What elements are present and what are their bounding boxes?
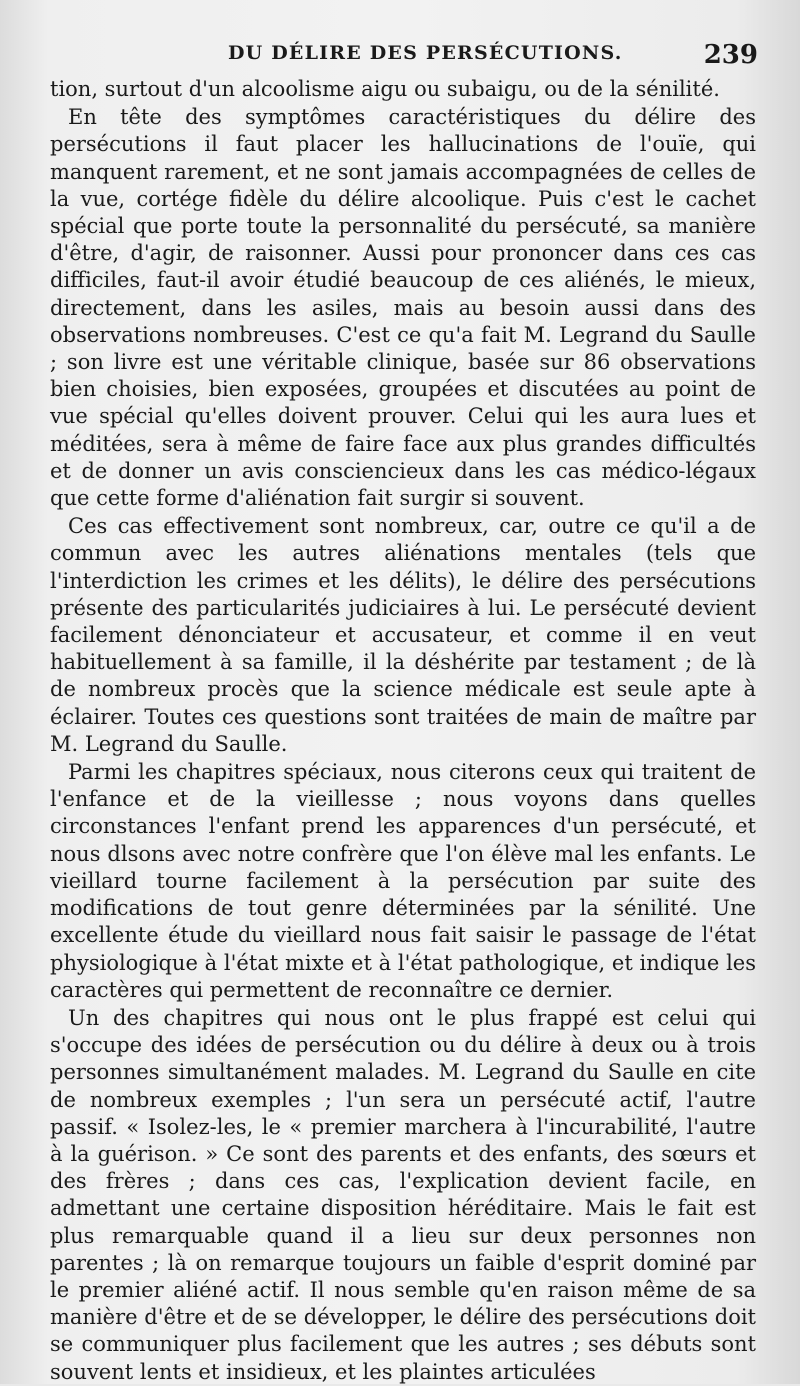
paragraph: Un des chapitres qui nous ont le plus frappé est celui qui s'occupe des idées de persécution ou du délire à deux ou à trois personnes simultanément malades. M. Legrand du Saulle en cite de nombreux exemples ; l'un sera un persécuté actif, l'autre passif. « Isolez-les, le « premier marchera à l'incurabilité, l'autre à la guérison. » Ce sont des parents et des enfants, des sœurs et des frères ; dans ces cas, l'explication devient facile, en admettant une certaine disposition héréditaire. Mais le fait est plus remarquable quand il a lieu sur deux personnes non parentes ; là on remarque toujours un faible d'esprit dominé par le premier aliéné actif. Il nous semble qu'en raison même de sa manière d'être et de se développer, le délire des persécutions doit se communiquer plus facilement que les autres ; ses débuts sont souvent lents et insidieux, et les plaintes articulées bbox=[50, 1005, 756, 1384]
paragraph: Ces cas effectivement sont nombreux, car, outre ce qu'il a de commun avec les autres aliénations mentales (tels que l'interdiction les crimes et les délits), le délire des persécutions présente des particularités judiciaires à lui. Le persécuté devient facilement dénonciateur et accusateur, et comme il en veut habituellement à sa famille, il la déshérite par testament ; de là de nombreux procès que la science médicale est seule apte à éclairer. Toutes ces questions sont traitées de main de maître par M. Legrand du Saulle. bbox=[50, 514, 756, 756]
paragraph-continuation: tion, surtout d'un alcoolisme aigu ou subaigu, ou de la sénilité. bbox=[50, 77, 720, 101]
page-header bbox=[50, 40, 760, 74]
paragraph: Parmi les chapitres spéciaux, nous citerons ceux qui traitent de l'enfance et de la vieillesse ; nous voyons dans quelles circonstances l'enfant prend les apparences d'un persécuté, et nous dlsons avec notre confrère que l'on élève mal les enfants. Le vieillard tourne facilement à la persécution par suite des modifications de tout genre déterminées par la sénilité. Une excellente étude du vieillard nous fait saisir le passage de l'état physiologique à l'état mixte et à l'état pathologique, et indique les caractères qui permettent de reconnaître ce dernier. bbox=[50, 760, 756, 1002]
paragraph: En tête des symptômes caractéristiques du délire des persécutions il faut placer les hallucinations de l'ouïe, qui manquent rarement, et ne sont jamais accompagnées de celles de la vue, cortége fidèle du délire alcoolique. Puis c'est le cachet spécial que porte toute la personnalité du persécuté, sa manière d'être, d'agir, de raisonner. Aussi pour prononcer dans ces cas difficiles, faut-il avoir étudié beaucoup de ces aliénés, le mieux, directement, dans les asiles, mais au besoin aussi dans des observations nombreuses. C'est ce qu'a fait M. Legrand du Saulle ; son livre est une véritable clinique, basée sur 86 observations bien choisies, bien exposées, groupées et discutées au point de vue spécial qu'elles doivent prouver. Celui qui les aura lues et méditées, sera à même de faire face aux plus grandes difficultés et de donner un avis consciencieux dans les cas médico-légaux que cette forme d'aliénation fait surgir si souvent. bbox=[50, 105, 756, 511]
running-title: DU DÉLIRE DES PERSÉCUTIONS. bbox=[228, 42, 623, 64]
body-text bbox=[50, 76, 756, 1386]
page-number: 239 bbox=[703, 40, 758, 70]
